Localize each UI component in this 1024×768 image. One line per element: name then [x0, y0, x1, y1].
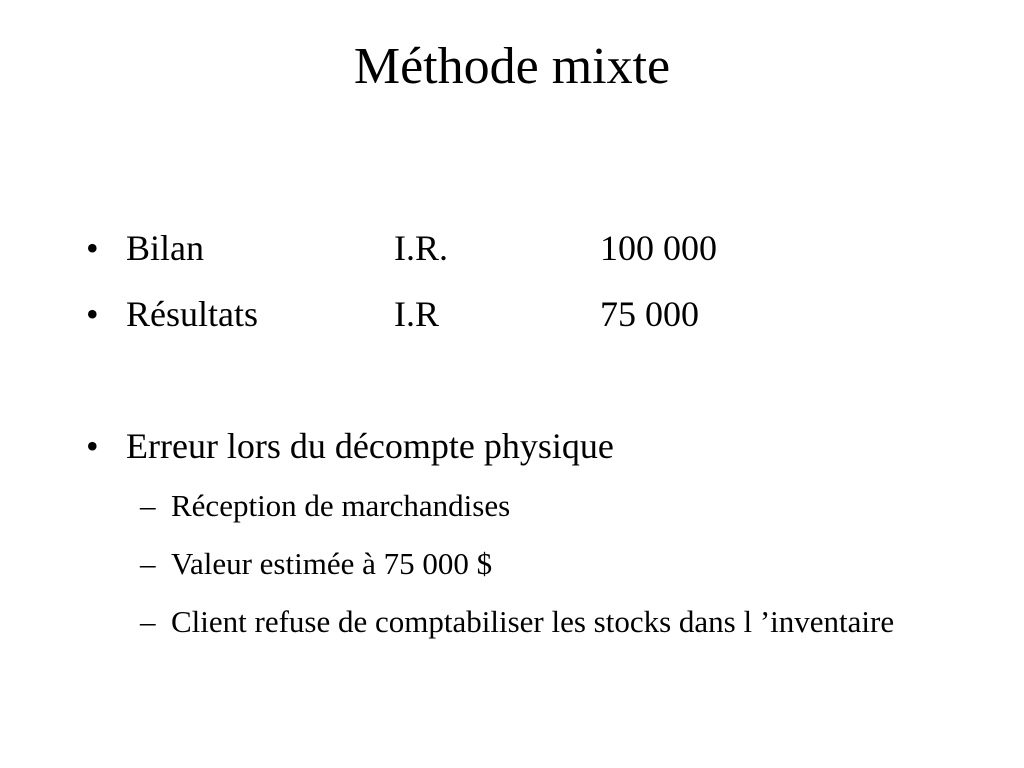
row-code: I.R	[394, 294, 439, 334]
bullet-icon: •	[86, 294, 99, 334]
row-amount: 75 000	[600, 294, 699, 334]
dash-icon: –	[140, 488, 156, 523]
row-code: I.R.	[394, 228, 448, 268]
dash-icon: –	[140, 546, 156, 581]
bullet-icon: •	[86, 228, 99, 268]
subitem-text: Réception de marchandises	[171, 488, 511, 523]
bullet-text: Erreur lors du décompte physique	[126, 426, 614, 466]
bullet-icon: •	[86, 426, 99, 466]
dash-icon: –	[140, 604, 156, 639]
row-label: Bilan	[126, 228, 204, 268]
subitem-text: Client refuse de comptabiliser les stocks dans l ’inventaire	[171, 604, 895, 639]
subitem-text: Valeur estimée à 75 000 $	[171, 546, 493, 581]
slide-title: Méthode mixte	[353, 38, 671, 95]
row-amount: 100 000	[600, 228, 717, 268]
row-label: Résultats	[126, 294, 258, 334]
